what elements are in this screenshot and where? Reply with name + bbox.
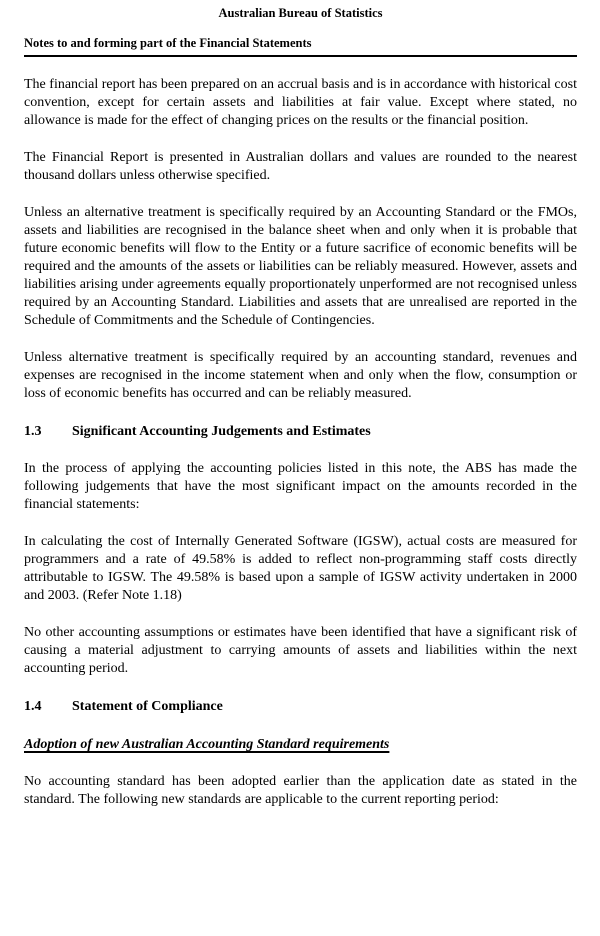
- paragraph-no-early-adoption: No accounting standard has been adopted earlier than the application date as stated in the standard. The following new standards are applicable to the current reporting period:: [24, 774, 577, 807]
- section-heading-1-4: [24, 698, 577, 716]
- paragraph-no-other-assumptions: No other accounting assumptions or estimates have been identified that have a significant risk of causing a material adjustment to carrying amounts of assets and liabilities within the next accounting period.: [24, 625, 577, 676]
- paragraph-accrual-basis: The financial report has been prepared on an accrual basis and is in accordance with historical cost convention, except for certain assets and liabilities at fair value. Except where stated, no allowance is made for the effect of changing prices on the results or the financial position.: [24, 77, 577, 128]
- paragraph-balance-sheet-recognition: Unless an alternative treatment is specifically required by an Accounting Standard or the FMOs, assets and liabilities are recognised in the balance sheet when and only when it is probable that future economic benefits will flow to the Entity or a future sacrifice of economic benefits will be required and the amounts of the assets or liabilities can be reliably measured. However, assets and liabilities arising under agreements equally proportionately unperformed are not recognised unless required by an Accounting Standard. Liabilities and assets that are unrealised are reported in the Schedule of Commitments and the Schedule of Contingencies.: [24, 205, 577, 328]
- paragraph-australian-dollars: The Financial Report is presented in Australian dollars and values are rounded to the nearest thousand dollars unless otherwise specified.: [24, 150, 577, 183]
- subsection-heading-adoption: [24, 736, 577, 754]
- section-number: 1.4: [24, 699, 42, 714]
- paragraph-igsw: In calculating the cost of Internally Generated Software (IGSW), actual costs are measured for programmers and a rate of 49.58% is added to reflect non-programming staff costs directly attributable to IGSW. The 49.58% is based upon a sample of IGSW activity undertaken in 2000 and 2003. (Refer Note 1.18): [24, 534, 577, 603]
- section-number: 1.3: [24, 424, 42, 439]
- section-title: Significant Accounting Judgements and Estimates: [72, 424, 371, 439]
- paragraph-judgements-intro: In the process of applying the accounting policies listed in this note, the ABS has made the following judgements that have the most significant impact on the amounts recorded in the financial statements:: [24, 461, 577, 512]
- section-heading-1-3: [24, 423, 577, 441]
- page-title: Australian Bureau of Statistics: [218, 6, 383, 20]
- document-heading: Notes to and forming part of the Financial Statements: [24, 36, 577, 57]
- paragraph-income-statement-recognition: Unless alternative treatment is specifically required by an accounting standard, revenues and expenses are recognised in the income statement when and only when the flow, consumption or loss of economic benefits has occurred and can be reliably measured.: [24, 350, 577, 401]
- subsection-heading-text: Adoption of new Australian Accounting Standard requirements: [24, 737, 390, 752]
- section-title: Statement of Compliance: [72, 699, 223, 714]
